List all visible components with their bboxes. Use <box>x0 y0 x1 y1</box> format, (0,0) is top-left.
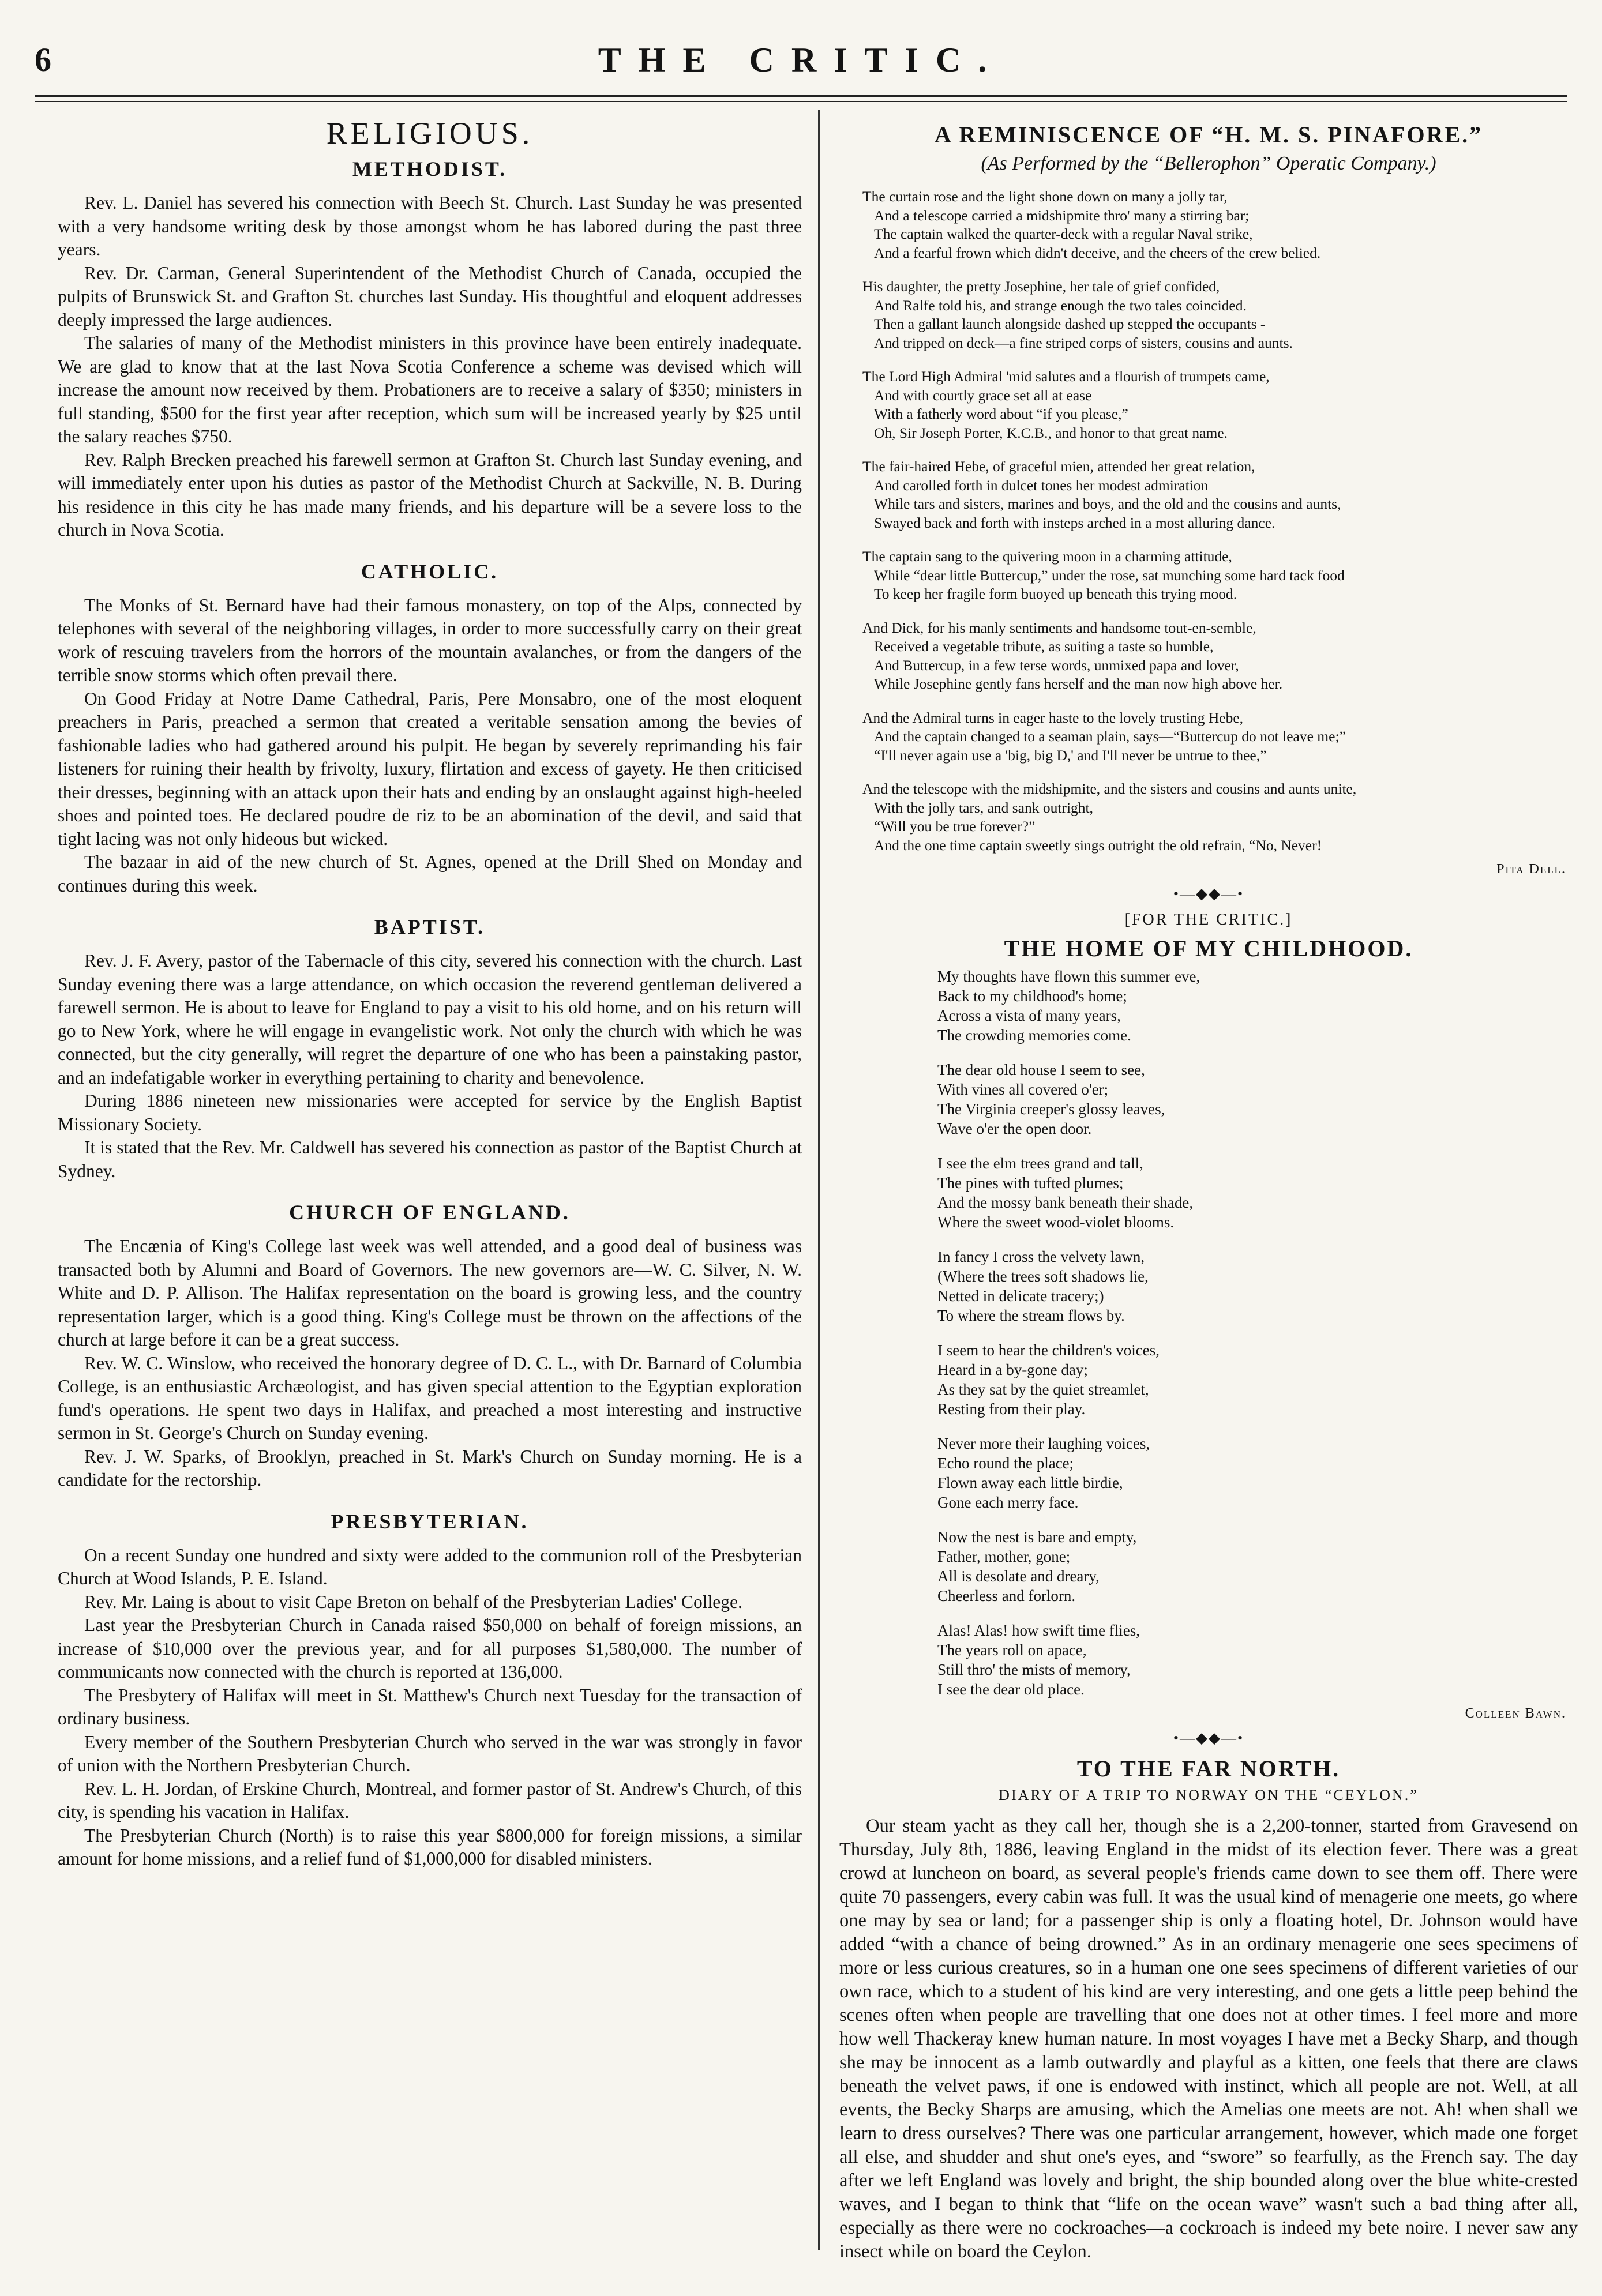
poem-line: Still thro' the mists of memory, <box>937 1661 1131 1678</box>
poem-line: With the jolly tars, and sank outright, <box>874 799 1093 816</box>
poem-line: Echo round the place; <box>937 1455 1074 1472</box>
catholic-heading: CATHOLIC. <box>361 559 499 583</box>
masthead-rule-bottom <box>35 101 1567 102</box>
poem-line: The pines with tufted plumes; <box>937 1174 1124 1192</box>
poem-line: Received a vegetable tribute, as suiting a taste so humble, <box>874 638 1214 655</box>
poem-stanza <box>937 1060 1578 1138</box>
poem-line: I see the dear old place. <box>937 1681 1085 1698</box>
presbyterian-paragraph: The Presbytery of Halifax will meet in St. Matthew's Church next Tuesday for the transaction of ordinary business. <box>58 1685 802 1728</box>
poem-stanza <box>937 1434 1578 1512</box>
poem-line: Back to my childhood's home; <box>937 987 1127 1005</box>
baptist-heading: BAPTIST. <box>374 915 486 938</box>
section-ornament: •—◆◆—• <box>1173 1730 1244 1746</box>
poem-line: And the Admiral turns in eager haste to the lovely trusting Hebe, <box>862 709 1244 726</box>
poem-line: The years roll on apace, <box>937 1641 1087 1659</box>
far-north-heading: TO THE FAR NORTH. <box>1076 1756 1341 1782</box>
poem-line: And Buttercup, in a few terse words, unmixed papa and lover, <box>874 656 1239 674</box>
poem-line: And tripped on deck—a fine striped corps of sisters, cousins and aunts. <box>874 334 1293 351</box>
methodist-paragraph: The salaries of many of the Methodist ministers in this province have been entirely inadequate. We are glad to know that at the last Nova Scotia Conference a scheme was devised which will increase the amount now received by them. Probationers are to receive a salary of $350; ministers in full standing, $500 for the first year after reception, which sum will be increased yearly by $25 until the salary reaches $750. <box>58 333 802 446</box>
for-the-critic-label: [FOR THE CRITIC.] <box>1124 911 1293 929</box>
church-of-england-heading: CHURCH OF ENGLAND. <box>289 1201 571 1224</box>
church-of-england-paragraph: The Encænia of King's College last week was well attended, and a good deal of business was transacted both by Alumni and Board of Governors. The new governors are—W. C. Silver, N. W. White and D. P. Allison. The Halifax representation on the board is growing less, and the country representation larger, which is a good thing. King's College must be thrown on the affections of the church at large before it can be a great success. <box>58 1236 802 1350</box>
poem-line: The captain walked the quarter-deck with a regular Naval strike, <box>874 226 1253 242</box>
poem-line: While “dear little Buttercup,” under the rose, sat munching some hard tack food <box>874 566 1345 584</box>
poem-line: And carolled forth in dulcet tones her modest admiration <box>874 476 1209 494</box>
masthead <box>35 40 1567 104</box>
poem-line: (Where the trees soft shadows lie, <box>937 1268 1149 1285</box>
poem-line: Never more their laughing voices, <box>937 1435 1150 1452</box>
poem-line: Where the sweet wood-violet blooms. <box>937 1213 1175 1231</box>
poem-line: And a telescope carried a midshipmite thro' many a stirring bar; <box>874 206 1250 224</box>
poem-line: Across a vista of many years, <box>937 1007 1121 1024</box>
poem-line: While tars and sisters, marines and boys, and the old and the cousins and aunts, <box>874 495 1341 512</box>
pinafore-heading: A REMINISCENCE OF “H. M. S. PINAFORE.” <box>934 122 1483 148</box>
presbyterian-paragraph: Every member of the Southern Presbyterian Church who served in the war was strongly in favor of union with the Northern Presbyterian Church. <box>58 1731 802 1775</box>
newspaper-title: THE CRITIC. <box>598 41 1004 79</box>
poem-line: And a fearful frown which didn't deceive, and the cheers of the crew belied. <box>874 244 1321 261</box>
baptist-paragraph: Rev. J. F. Avery, pastor of the Tabernacle of this city, severed his connection with the church. Last Sunday evening there was a large attendance, on which occasion the reverend gentleman delivered a farewell sermon. He is about to leave for England to pay a visit to his old home, and on his return will go to New York, where he will engage in evangelistic work. Not only the church with which he was connected, but the city generally, will regret the departure of one who has been a painstaking pastor, and an indefatigable worker in everything pertaining to charity and benevolence. <box>58 950 802 1088</box>
poem-line: The Virginia creeper's glossy leaves, <box>937 1100 1165 1118</box>
religious-heading: RELIGIOUS. <box>326 116 534 151</box>
poem-line: And the mossy bank beneath their shade, <box>937 1194 1194 1211</box>
poem-line: Cheerless and forlorn. <box>937 1587 1076 1604</box>
poem-line: The dear old house I seem to see, <box>937 1061 1145 1079</box>
poem-stanza <box>862 709 1578 765</box>
poem-line: My thoughts have flown this summer eve, <box>937 968 1200 985</box>
poem-line: Swayed back and forth with insteps arched in a most alluring dance. <box>874 514 1275 531</box>
poem-line: The captain sang to the quivering moon in a charming attitude, <box>862 548 1232 565</box>
poem-line: And with courtly grace set all at ease <box>874 386 1092 404</box>
poem-line: The Lord High Admiral 'mid salutes and a flourish of trumpets came, <box>862 368 1270 385</box>
poem-stanza <box>937 1340 1578 1419</box>
poem-line: As they sat by the quiet streamlet, <box>937 1381 1149 1398</box>
poem-stanza <box>937 967 1578 1045</box>
church-of-england-paragraph: Rev. W. C. Winslow, who received the honorary degree of D. C. L., with Dr. Barnard of Columbia College, is an enthusiastic Archæologist, and has given special attention to the Egyptian exploration fund's operations. He spent two days in Halifax, and preached a most interesting and instructive sermon in St. George's Church on Sunday evening. <box>58 1352 802 1443</box>
poem-line: The crowding memories come. <box>937 1027 1131 1044</box>
poem-stanza <box>862 187 1578 262</box>
catholic-paragraph: The bazaar in aid of the new church of St. Agnes, opened at the Drill Shed on Monday and continues during this week. <box>58 852 802 896</box>
far-north-paragraph: Our steam yacht as they call her, though she is a 2,200-tonner, started from Gravesend on Thursday, July 8th, 1886, leaving England in the midst of its election fever. There was a great crowd at luncheon on board, as several people's friends came down to see them off. There were quite 70 passengers, every cabin was full. It was the usual kind of menagerie one meets, go where one may by sea or land; for a passenger ship is only a floating hotel, Dr. Johnson would have added “with a chance of being drowned.” As in an ordinary menagerie one sees specimens of more or less curious creatures, so in a human one one sees specimens of different varieties of our own race, which to a student of his kind are very interesting, and one gets a little peep behind the scenes often when people are travelling that one does not at other times. I feel more and more how well Thackeray knew human nature. In most voyages I have met a Becky Sharp, and though she may be innocent as a lamb outwardly and playful as a kitten, one feels that there are claws beneath the velvet paws, if one is endowed with instinct, which all people are not. Well, at all events, the Becky Sharps are amusing, which the Amelias one meets are not. Ah! when shall we learn to dress ourselves? There was one particular arrangement, however, which made one forget all else, and shudder and shut one's eyes, and “swore” so fearfully, as the French say. The day after we left England was lovely and bright, the ship bounded along over the blue white-crested waves, and I began to think that “life on the ocean wave” wasn't such a bad thing after all, especially as there were no cockroaches—a cockroach is indeed my bete noire. I never saw any insect while on board the Ceylon. <box>839 1816 1578 2262</box>
presbyterian-paragraph: The Presbyterian Church (North) is to raise this year $800,000 for foreign missions, a similar amount for home missions, and a relief fund of $1,000,000 for disabled ministers. <box>58 1825 802 1869</box>
church-of-england-paragraph: Rev. J. W. Sparks, of Brooklyn, preached in St. Mark's Church on Sunday morning. He is a candidate for the rectorship. <box>58 1446 802 1490</box>
far-north-subtitle: DIARY OF A TRIP TO NORWAY ON THE “CEYLON.” <box>999 1787 1419 1803</box>
poem-stanza <box>862 547 1578 604</box>
catholic-paragraph: On Good Friday at Notre Dame Cathedral, Paris, Pere Monsabro, one of the most eloquent preachers in Paris, preached a sermon that created a veritable sensation among the bevies of fashionable ladies who had gathered around his pulpit. He began by severely reprimanding his fair listeners for ruining their health by frivolty, luxury, flirtation and excess of gayety. He then criticised their dresses, beginning with an attack upon their hats and ending by an onslaught against high-heeled shoes and pointed toes. He declared poudre de riz to be an abomination of the devil, and said that tight lacing was not only hideous but wicked. <box>58 688 802 849</box>
left-column <box>58 115 802 1871</box>
right-column <box>839 115 1578 2264</box>
presbyterian-heading: PRESBYTERIAN. <box>331 1509 529 1533</box>
poem-line: Oh, Sir Joseph Porter, K.C.B., and honor to that great name. <box>874 424 1228 441</box>
catholic-paragraph: The Monks of St. Bernard have had their famous monastery, on top of the Alps, connected by telephones with several of the neighboring villages, in order to more successfully carry on their great work of rescuing travelers from the horrors of the mountain avalanches, or from the dangers of the terrible snow storms which often prevail there. <box>58 595 802 685</box>
poem-line: And the captain changed to a seaman plain, says—“Buttercup do not leave me;” <box>874 728 1346 745</box>
methodist-paragraph: Rev. L. Daniel has severed his connection with Beech St. Church. Last Sunday he was presented with a very handsome writing desk by those amongst whom he has labored during the past three years. <box>58 193 802 260</box>
poem-line: I see the elm trees grand and tall, <box>937 1155 1143 1172</box>
poem-line: All is desolate and dreary, <box>937 1568 1100 1585</box>
poem-line: Now the nest is bare and empty, <box>937 1528 1137 1546</box>
poem-line: The curtain rose and the light shone down on many a jolly tar, <box>862 188 1228 205</box>
poem-line: To where the stream flows by. <box>937 1307 1125 1324</box>
pinafore-poem <box>839 187 1578 855</box>
childhood-poem <box>839 967 1578 1699</box>
poem-stanza <box>862 367 1578 442</box>
poem-line: Father, mother, gone; <box>937 1548 1071 1565</box>
poem-line: “I'll never again use a 'big, big D,' and I'll never be untrue to thee,” <box>874 746 1267 764</box>
poem-line: His daughter, the pretty Josephine, her tale of grief confided, <box>862 278 1220 295</box>
poem-stanza <box>862 619 1578 694</box>
pinafore-subtitle: (As Performed by the “Bellerophon” Operatic Company.) <box>981 153 1436 174</box>
page-number: 6 <box>35 41 51 78</box>
pinafore-signature: Pita Dell. <box>1496 862 1566 877</box>
poem-line: While Josephine gently fans herself and the man now high above her. <box>874 675 1283 692</box>
poem-line: And the one time captain sweetly sings outright the old refrain, “No, Never! <box>874 836 1322 854</box>
poem-stanza <box>937 1247 1578 1325</box>
poem-stanza <box>862 780 1578 855</box>
presbyterian-paragraph: Last year the Presbyterian Church in Canada raised $50,000 on behalf of foreign missions, an increase of $10,000 over the previous year, and for all purposes $1,580,000. The number of communicants now connected with the church is reported at 136,000. <box>58 1615 802 1682</box>
poem-line: And Dick, for his manly sentiments and handsome tout-en-semble, <box>862 619 1256 636</box>
childhood-signature: Colleen Bawn. <box>1465 1706 1566 1721</box>
poem-line: And the telescope with the midshipmite, and the sisters and cousins and aunts unite, <box>862 780 1357 797</box>
poem-line: The fair-haired Hebe, of graceful mien, attended her great relation, <box>862 458 1255 475</box>
childhood-heading: THE HOME OF MY CHILDHOOD. <box>1004 935 1413 961</box>
poem-line: In fancy I cross the velvety lawn, <box>937 1248 1145 1265</box>
baptist-paragraph: During 1886 nineteen new missionaries were accepted for service by the English Baptist Missionary Society. <box>58 1091 802 1134</box>
poem-line: I seem to hear the children's voices, <box>937 1341 1160 1359</box>
methodist-paragraph: Rev. Dr. Carman, General Superintendent of the Methodist Church of Canada, occupied the pulpits of Brunswick St. and Grafton St. churches last Sunday. His thoughtful and eloquent addresses deeply impressed the large audiences. <box>58 262 802 330</box>
poem-line: “Will you be true forever?” <box>874 818 1036 835</box>
poem-stanza <box>937 1621 1578 1699</box>
poem-line: Netted in delicate tracery;) <box>937 1287 1104 1305</box>
poem-line: To keep her fragile form buoyed up beneath this trying mood. <box>874 585 1237 602</box>
poem-line: Gone each merry face. <box>937 1494 1079 1511</box>
presbyterian-paragraph: Rev. Mr. Laing is about to visit Cape Breton on behalf of the Presbyterian Ladies' College. <box>84 1591 742 1612</box>
column-divider <box>818 110 820 2250</box>
presbyterian-paragraph: Rev. L. H. Jordan, of Erskine Church, Montreal, and former pastor of St. Andrew's Church, of this city, is spending his vacation in Halifax. <box>58 1778 802 1822</box>
poem-stanza <box>937 1527 1578 1606</box>
section-ornament: •—◆◆—• <box>1173 885 1244 902</box>
poem-line: Alas! Alas! how swift time flies, <box>937 1622 1140 1639</box>
poem-stanza <box>937 1153 1578 1232</box>
poem-line: Resting from their play. <box>937 1400 1086 1418</box>
presbyterian-paragraph: On a recent Sunday one hundred and sixty were added to the communion roll of the Presbyterian Church at Wood Islands, P. E. Island. <box>58 1545 802 1588</box>
poem-line: Wave o'er the open door. <box>937 1120 1092 1137</box>
poem-stanza <box>862 457 1578 532</box>
methodist-heading: METHODIST. <box>352 157 508 181</box>
poem-line: Heard in a by-gone day; <box>937 1361 1088 1378</box>
poem-line: Flown away each little birdie, <box>937 1474 1123 1491</box>
poem-line: Then a gallant launch alongside dashed up stepped the occupants - <box>874 315 1266 332</box>
methodist-paragraph: Rev. Ralph Brecken preached his farewell sermon at Grafton St. Church last Sunday evening, and will immediately enter upon his duties as pastor of the Methodist Church at Sackville, N. B. During his residence in this city he has made many friends, and his departure will be a severe loss to the church in Nova Scotia. <box>58 449 802 540</box>
baptist-paragraph: It is stated that the Rev. Mr. Caldwell has severed his connection as pastor of the Baptist Church at Sydney. <box>58 1137 802 1181</box>
poem-line: With vines all covered o'er; <box>937 1081 1109 1098</box>
poem-line: With a fatherly word about “if you please,” <box>874 405 1128 422</box>
poem-line: And Ralfe told his, and strange enough the two tales coincided. <box>874 296 1247 314</box>
masthead-rule-top <box>35 95 1567 97</box>
poem-stanza <box>862 277 1578 352</box>
